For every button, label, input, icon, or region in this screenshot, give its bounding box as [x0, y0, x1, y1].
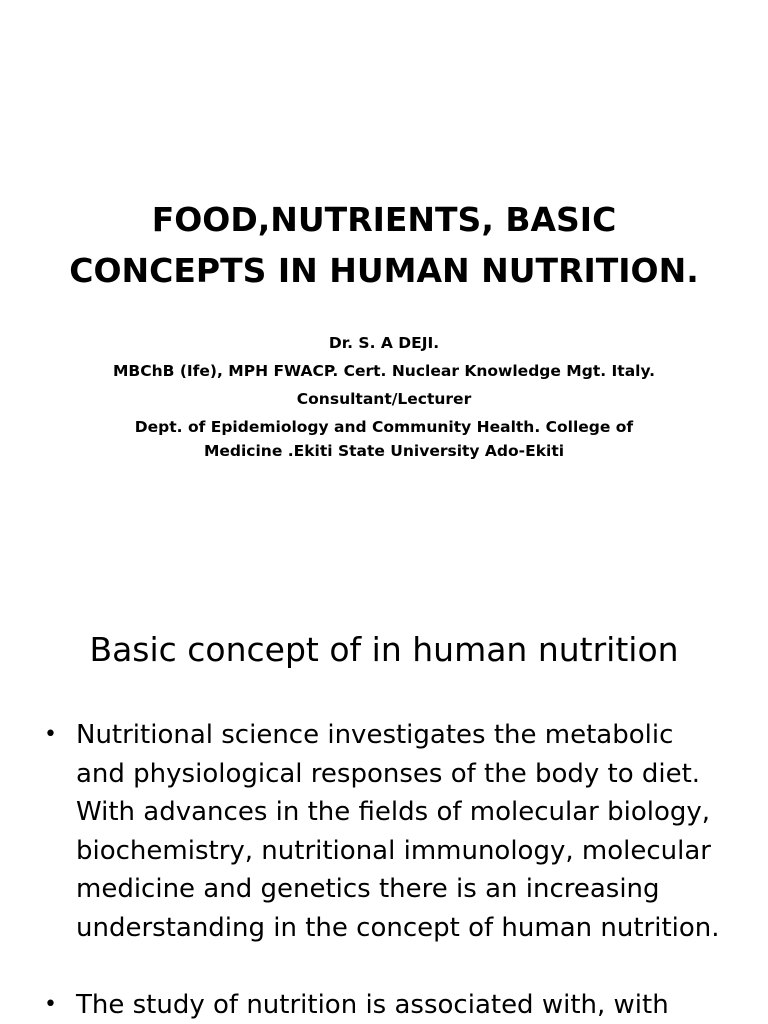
content-slide [0, 576, 768, 1024]
bullet-list [44, 716, 750, 1024]
bullet-text-line: The study of nutrition is associated with, with [76, 989, 669, 1020]
bullet-item [44, 986, 750, 1024]
section-heading: Basic concept of in human nutrition [89, 630, 679, 669]
bullet-text-line: medicine and genetics there is an increasing [76, 874, 660, 905]
title-line: CONCEPTS IN HUMAN NUTRITION. [69, 251, 699, 290]
bullet-text-line: With advances in the fields of molecular biology, [76, 797, 711, 828]
author-role: Consultant/Lecturer [296, 390, 472, 408]
author-department-line: Medicine .Ekiti State University Ado-Ekiti [203, 442, 565, 460]
author-block [80, 331, 688, 463]
author-name: Dr. S. A DEJI. [328, 334, 440, 352]
title-line: FOOD,NUTRIENTS, BASIC [151, 200, 617, 239]
presentation-title [40, 194, 728, 296]
bullet-icon: • [44, 991, 57, 1017]
bullet-text-line: understanding in the concept of human nutrition. [76, 912, 720, 943]
bullet-text-line: Nutritional science investigates the metabolic [76, 720, 674, 750]
bullet-icon: • [44, 722, 57, 747]
author-department-line: Dept. of Epidemiology and Community Health. College of [134, 418, 634, 436]
bullet-text-line: and physiological responses of the body to diet. [76, 758, 701, 789]
bullet-text-line: biochemistry, nutritional immunology, molecular [76, 835, 711, 866]
author-credentials: MBChB (Ife), MPH FWACP. Cert. Nuclear Knowledge Mgt. Italy. [112, 362, 656, 380]
bullet-item [44, 716, 750, 948]
